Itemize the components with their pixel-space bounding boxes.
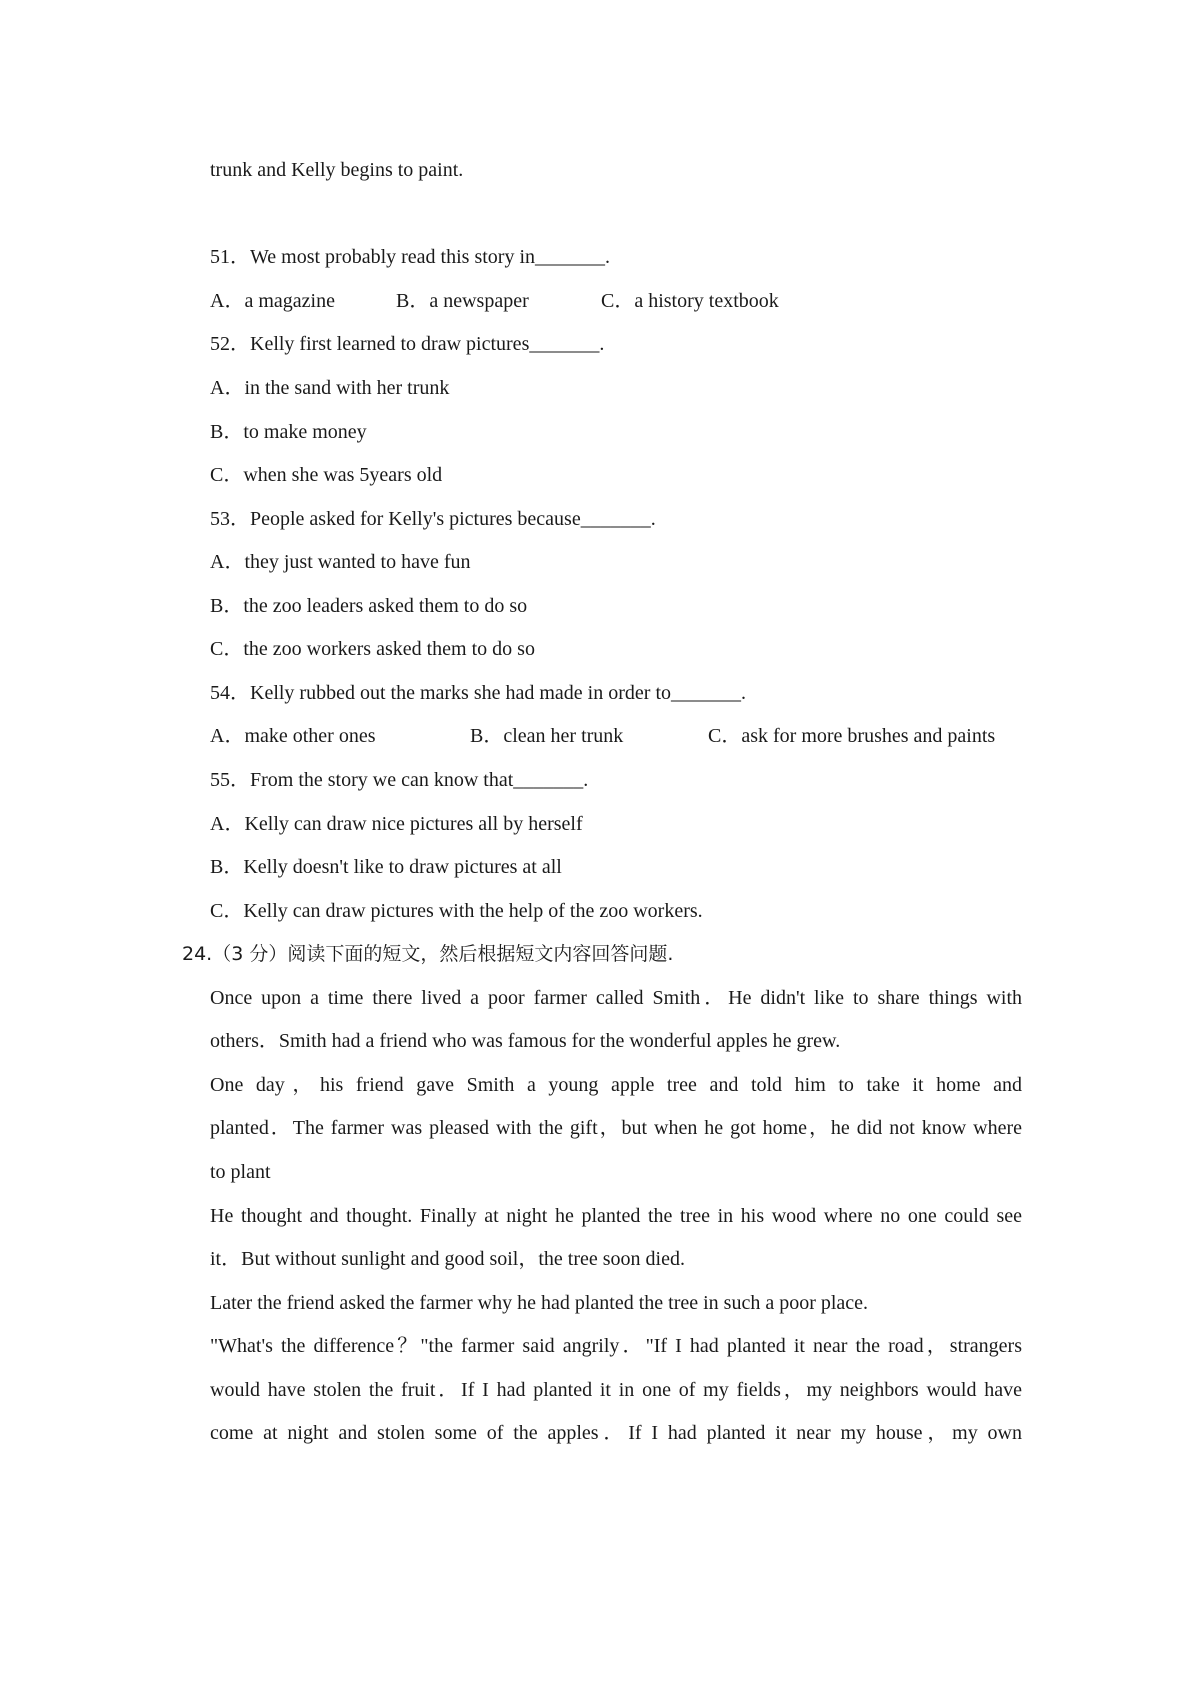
question-55-option-c: C．Kelly can draw pictures with the help of the zoo workers. (210, 900, 703, 922)
question-55-option-b: B．Kelly doesn't like to draw pictures at all (210, 856, 562, 878)
question-54-option-a: A．make other ones (210, 725, 376, 747)
passage-line: to plant (210, 1161, 271, 1183)
question-51-option-a: A．a magazine (210, 290, 335, 312)
question-53-stem: 53．People asked for Kelly's pictures because_______. (210, 508, 656, 530)
question-53-option-c: C．the zoo workers asked them to do so (210, 638, 535, 660)
section-24-heading: 24.（3 分）阅读下面的短文，然后根据短文内容回答问题. (182, 943, 674, 965)
question-53-option-a: A．they just wanted to have fun (210, 551, 471, 573)
passage-line: planted．The farmer was pleased with the gift，but when he got home，he did not know where (210, 1117, 1022, 1139)
question-55-option-a: A．Kelly can draw nice pictures all by herself (210, 813, 583, 835)
passage-line: He thought and thought. Finally at night he planted the tree in his wood where no one could see (210, 1205, 1022, 1227)
passage-line: come at night and stolen some of the apples．If I had planted it near my house，my own (210, 1422, 1022, 1444)
passage-line: it．But without sunlight and good soil，the tree soon died. (210, 1248, 685, 1270)
question-54-option-c: C．ask for more brushes and paints (708, 725, 996, 747)
question-51-stem: 51．We most probably read this story in_______. (210, 246, 611, 268)
question-52-stem: 52．Kelly first learned to draw pictures_______. (210, 333, 605, 355)
question-52-option-b: B．to make money (210, 421, 367, 443)
passage-fragment: trunk and Kelly begins to paint. (210, 159, 464, 181)
question-54-option-b: B．clean her trunk (470, 725, 624, 747)
question-53-option-b: B．the zoo leaders asked them to do so (210, 595, 528, 617)
question-52-option-c: C．when she was 5years old (210, 464, 443, 486)
question-51-option-c: C．a history textbook (601, 290, 779, 312)
passage-line: Later the friend asked the farmer why he had planted the tree in such a poor place. (210, 1292, 869, 1314)
passage-line: "What's the difference？"the farmer said angrily．"If I had planted it near the road，strangers (210, 1335, 1022, 1357)
passage-line: One day，his friend gave Smith a young apple tree and told him to take it home and (210, 1074, 1022, 1096)
passage-line: would have stolen the fruit．If I had planted it in one of my fields，my neighbors would have (210, 1379, 1022, 1401)
passage-line: others．Smith had a friend who was famous for the wonderful apples he grew. (210, 1030, 841, 1052)
question-55-stem: 55．From the story we can know that_______. (210, 769, 589, 791)
passage-line: Once upon a time there lived a poor farmer called Smith．He didn't like to share things with (210, 987, 1022, 1009)
question-52-option-a: A．in the sand with her trunk (210, 377, 450, 399)
question-51-option-b: B．a newspaper (396, 290, 529, 312)
question-54-stem: 54．Kelly rubbed out the marks she had made in order to_______. (210, 682, 746, 704)
